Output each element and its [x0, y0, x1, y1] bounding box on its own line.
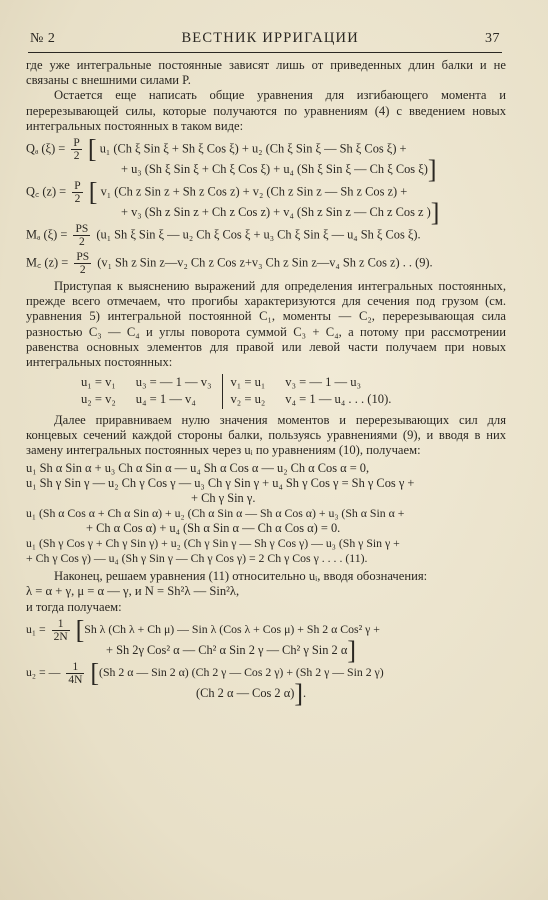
eq11-4b: + Ch γ Cos γ) — u₄ (Sh γ Sin γ — Ch γ Cos γ) = 2 Ch γ Cos γ . . . . (11). [26, 551, 368, 566]
paragraph-3: Приступая к выяснению выражений для определения интегральных постоянных, прежде всего отмечаем, что прогибы характеризуются для сечения под грузом (см. уравнения 5) интегральной постоянной C₁, моменты — C₂, перерезывающая сила разностью C₃ — C₄ и углы поворота суммой C₃ + C₄, а потому при рассмотрении равенства основных элементов для правой или левой части получаем при новых интегральных постоянных: [26, 279, 506, 370]
equation-qa: Qₐ (ξ) = $\frac{P}{2}$ [ u₁ (Ch ξ Sin ξ + Sh ξ Cos ξ) + u₂ (Ch ξ Sin ξ — Sh ξ Cos ξ) + + u₃ (Sh ξ Sin ξ + Ch ξ Cos ξ) + u₄ (Sh ξ Sin ξ — Ch ξ Cos ξ)] [26, 134, 437, 185]
mc-fraction: $\frac{PS}{2}$ [76, 251, 90, 277]
u1-line-1: Sh λ (Ch λ + Ch μ) — Sin λ (Cos λ + Cos μ) + Sh 2 α Cos² γ + [84, 622, 380, 637]
page-header [30, 30, 500, 50]
u1-fraction: $\frac{1}{2N}$ [53, 617, 68, 643]
notation-line: λ = α + γ, μ = α — γ, и N = Sh²λ — Sin²λ, [26, 584, 240, 599]
qa-line-2: + u₃ (Sh ξ Sin ξ + Ch ξ Cos ξ) + u₄ (Sh ξ Sin ξ — Ch ξ Cos ξ) [121, 162, 428, 177]
qc-fraction: $\frac{P}{2}$ [74, 180, 81, 206]
qa-line-1: u₁ (Ch ξ Sin ξ + Sh ξ Cos ξ) + u₂ (Ch ξ Sin ξ — Sh ξ Cos ξ) + [99, 141, 407, 156]
table-cell: u₂ = v₂ [81, 392, 116, 407]
table-cell: u₃ = — 1 — v₃ [135, 375, 212, 390]
equation-qc: Q꜀ (z) = $\frac{P}{2}$ [ v₁ (Ch z Sin z + Sh z Cos z) + v₂ (Ch z Sin z — Sh z Cos z) + + v₃ (Sh z Sin z + Ch z Cos z) + v₄ (Sh z Sin z — Ch z Cos z )] [26, 177, 440, 228]
qc-line-1: v₁ (Ch z Sin z + Sh z Cos z) + v₂ (Ch z Sin z — Sh z Cos z) + [100, 184, 408, 199]
u2-lhs: u₂ = — [26, 665, 61, 680]
qc-lhs: Q꜀ (z) = [26, 184, 67, 199]
u1-lhs: u₁ = [26, 622, 46, 637]
issue-number: № 2 [30, 31, 56, 46]
paragraph-2: Остается еще написать общие уравнения для изгибающего момента и перерезывающей силы, которые получаются по уравнениям (4) с введением новых интегральных постоянных в таком виде: [26, 88, 506, 133]
qc-line-2: + v₃ (Sh z Sin z + Ch z Cos z) + v₄ (Sh z Sin z — Ch z Cos z ) [121, 205, 431, 220]
paragraph-1: где уже интегральные постоянные зависят лишь от приведенных длин балки и не связаны с внешними силами P. [26, 58, 506, 88]
table-cell: v₄ = 1 — u₄ . . . (10). [285, 392, 392, 407]
table-cell: v₂ = u₂ [222, 391, 275, 408]
constants-table [71, 374, 401, 408]
ma-lhs: Mₐ (ξ) = [26, 227, 68, 242]
table-cell: u₁ = v₁ [81, 375, 116, 390]
header-rule [28, 52, 502, 53]
table-row [71, 391, 401, 408]
qa-lhs: Qₐ (ξ) = [26, 141, 66, 156]
eq11-4a: u₁ (Sh γ Cos γ + Ch γ Sin γ) + u₂ (Ch γ Sin γ — Sh γ Cos γ) — u₃ (Sh γ Sin γ + [26, 536, 400, 551]
u2-line-2: (Ch 2 α — Cos 2 α) [196, 685, 295, 700]
qa-fraction: $\frac{P}{2}$ [73, 137, 80, 163]
table-cell: u₄ = 1 — v₄ [135, 392, 196, 407]
equation-mc [26, 251, 506, 276]
table-cell: v₃ = — 1 — u₃ [285, 375, 361, 390]
equation-u2: u₂ = — $\frac{1}{4N}$ [(Sh 2 α — Sin 2 α) (Ch 2 γ — Cos 2 γ) + (Sh 2 γ — Sin 2 γ) (Ch 2 α — Cos 2 α)]. [26, 658, 384, 709]
paragraph-5: Наконец, решаем уравнения (11) относительно uᵢ, вводя обозначения: [54, 569, 428, 584]
page-body [26, 58, 506, 709]
u1-line-2: + Sh 2γ Cos² α — Ch² α Sin 2 γ — Ch² γ Sin 2 α [106, 642, 348, 657]
u2-fraction: $\frac{1}{4N}$ [68, 660, 83, 686]
u2-line-1: (Sh 2 α — Sin 2 α) (Ch 2 γ — Cos 2 γ) + (Sh 2 γ — Sin 2 γ) [99, 665, 384, 680]
mc-lhs: M꜀ (z) = [26, 255, 69, 270]
table-row [71, 374, 401, 391]
eq11-2b: + Ch γ Sin γ. [191, 491, 256, 506]
paragraph-4: Далее приравниваем нулю значения моментов и перерезывающих сил для концевых сечений каждой стороны балки, пользуясь уравнениями (9), и вводя в них замену интегральных постоянных через uᵢ по уравнениям (10), получаем: [26, 412, 506, 458]
paragraph-7: и тогда получаем: [26, 599, 122, 614]
ma-rhs: (u₁ Sh ξ Sin ξ — u₂ Ch ξ Cos ξ + u₃ Ch ξ Sin ξ — u₄ Sh ξ Cos ξ). [96, 227, 421, 242]
eq11-3b: + Ch α Cos α) + u₄ (Sh α Sin α — Ch α Cos α) = 0. [86, 521, 341, 536]
equations-11 [26, 461, 506, 566]
page-number: 37 [484, 31, 500, 46]
eq11-3a: u₁ (Sh α Cos α + Ch α Sin α) + u₂ (Ch α Sin α — Sh α Cos α) + u₃ (Sh α Sin α + [26, 506, 405, 521]
journal-title: ВЕСТНИК ИРРИГАЦИИ [181, 30, 359, 46]
mc-rhs: (v₁ Sh z Sin z—v₂ Ch z Cos z+v₃ Ch z Sin z—v₄ Sh z Cos z) . . (9). [97, 255, 433, 270]
eq11-2a: u₁ Sh γ Sin γ — u₂ Ch γ Cos γ — u₃ Ch γ Sin γ + u₄ Sh γ Cos γ = Sh γ Cos γ + [26, 476, 415, 491]
table-cell: v₁ = u₁ [222, 374, 275, 391]
eq11-1: u₁ Sh α Sin α + u₃ Ch α Sin α — u₄ Sh α Cos α — u₂ Ch α Cos α = 0, [26, 461, 370, 476]
ma-fraction: $\frac{PS}{2}$ [75, 223, 89, 249]
equation-u1: u₁ = $\frac{1}{2N}$ [Sh λ (Ch λ + Ch μ) — Sin λ (Cos λ + Cos μ) + Sh 2 α Cos² γ + + Sh 2γ Cos² α — Ch² α Sin 2 γ — Ch² γ Sin 2 α] [26, 615, 380, 666]
